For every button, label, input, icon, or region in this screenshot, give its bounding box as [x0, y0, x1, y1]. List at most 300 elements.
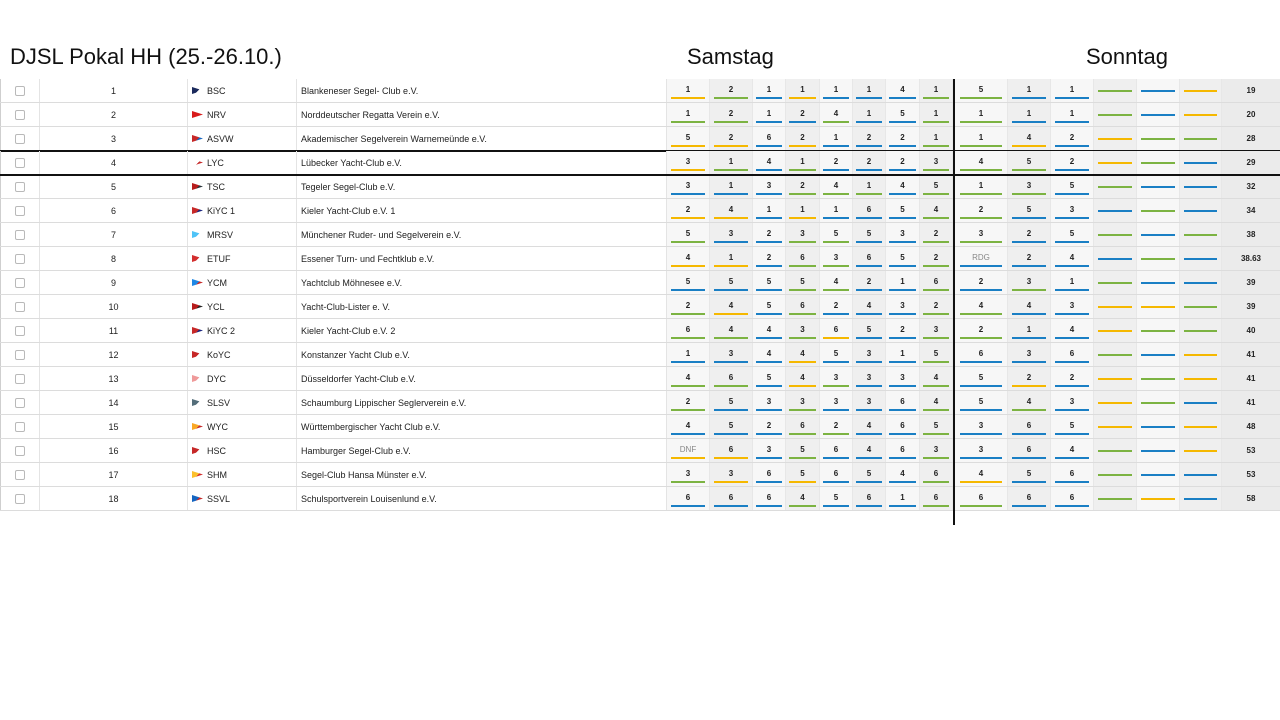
flight-color-bar	[789, 457, 816, 459]
race-result-cell	[710, 271, 753, 294]
race-result-cell	[1051, 367, 1094, 390]
total-points-cell: 32	[1222, 175, 1280, 198]
race-position: 1	[978, 181, 984, 190]
race-result-cell	[786, 487, 820, 510]
race-result-cell	[786, 271, 820, 294]
race-result-cell	[1008, 199, 1051, 222]
row-checkbox-cell	[0, 319, 40, 342]
club-flag-icon	[192, 471, 203, 478]
race-position: RDG	[972, 253, 990, 262]
row-checkbox[interactable]	[15, 398, 25, 408]
flight-color-bar	[1184, 306, 1218, 308]
race-result-cell	[1137, 415, 1180, 438]
flight-color-bar	[856, 313, 882, 315]
race-result-cell	[1008, 343, 1051, 366]
race-position: 6	[728, 493, 734, 502]
row-checkbox-cell	[0, 271, 40, 294]
flight-color-bar	[889, 385, 916, 387]
race-position: 3	[1026, 181, 1032, 190]
race-result-cell	[853, 103, 886, 126]
race-position: 5	[978, 85, 984, 94]
race-result-cell	[667, 439, 710, 462]
flight-color-bar	[1184, 138, 1218, 140]
race-result-cell	[786, 367, 820, 390]
race-result-cell	[1051, 223, 1094, 246]
race-position: 1	[866, 181, 872, 190]
row-checkbox[interactable]	[15, 182, 25, 192]
race-result-cell	[667, 127, 710, 150]
flight-color-bar	[923, 169, 949, 171]
flight-color-bar	[823, 241, 849, 243]
race-position: 2	[685, 397, 691, 406]
total-points-cell: 38	[1222, 223, 1280, 246]
flight-color-bar	[1012, 457, 1046, 459]
row-checkbox[interactable]	[15, 254, 25, 264]
race-result-cell	[1051, 199, 1094, 222]
race-result-cell	[955, 199, 1008, 222]
race-position: 5	[900, 205, 905, 214]
race-position: 3	[900, 373, 905, 382]
total-points-cell: 53	[1222, 439, 1280, 462]
race-position: 3	[866, 397, 872, 406]
flight-color-bar	[889, 97, 916, 99]
flight-color-bar	[960, 385, 1003, 387]
table-row	[0, 463, 1280, 487]
race-result-cell	[1180, 439, 1222, 462]
flight-color-bar	[789, 145, 816, 147]
race-result-cell	[1094, 367, 1137, 390]
club-abbreviation: SHM	[207, 469, 227, 480]
flight-color-bar	[1141, 114, 1175, 116]
race-result-cell	[753, 103, 786, 126]
table-row	[0, 271, 1280, 295]
flight-color-bar	[856, 145, 882, 147]
table-row	[0, 79, 1280, 103]
flight-color-bar	[756, 121, 782, 123]
club-flag-icon	[192, 447, 203, 454]
flight-color-bar	[1141, 234, 1175, 236]
race-result-cell	[753, 343, 786, 366]
club-name-cell: Blankeneser Segel- Club e.V.	[297, 79, 667, 102]
flight-color-bar	[789, 241, 816, 243]
flight-color-bar	[1141, 258, 1175, 260]
table-row	[0, 439, 1280, 463]
flight-color-bar	[960, 313, 1003, 315]
club-flag-icon	[192, 327, 203, 334]
race-result-cell	[955, 151, 1008, 174]
race-position: 3	[800, 325, 805, 334]
race-position: 4	[833, 109, 839, 118]
race-position: 2	[1069, 157, 1075, 166]
race-result-cell	[1051, 439, 1094, 462]
race-position: 6	[1026, 493, 1032, 502]
flight-color-bar	[1055, 265, 1089, 267]
race-result-cell	[886, 415, 920, 438]
row-checkbox[interactable]	[15, 446, 25, 456]
race-position: 6	[933, 469, 939, 478]
race-position: 4	[866, 301, 872, 310]
race-result-cell	[786, 103, 820, 126]
race-result-cell	[820, 103, 853, 126]
flight-color-bar	[671, 505, 705, 507]
race-result-cell	[1180, 175, 1222, 198]
row-checkbox[interactable]	[15, 206, 25, 216]
race-position: 3	[978, 229, 984, 238]
race-result-cell	[667, 103, 710, 126]
race-position: 4	[728, 205, 734, 214]
race-result-cell	[667, 367, 710, 390]
race-position: 6	[866, 493, 872, 502]
flight-color-bar	[1098, 378, 1132, 380]
race-result-cell	[667, 343, 710, 366]
row-checkbox[interactable]	[15, 302, 25, 312]
row-checkbox-cell	[0, 223, 40, 246]
flight-color-bar	[889, 193, 916, 195]
race-position: 5	[833, 229, 839, 238]
row-checkbox-cell	[0, 127, 40, 150]
flight-color-bar	[923, 385, 949, 387]
race-position: 2	[866, 277, 872, 286]
race-result-cell	[786, 319, 820, 342]
race-result-cell	[1137, 439, 1180, 462]
flight-color-bar	[823, 385, 849, 387]
race-result-cell	[786, 463, 820, 486]
race-result-cell	[886, 223, 920, 246]
club-flag-icon	[192, 399, 203, 406]
race-result-cell	[710, 175, 753, 198]
race-position: 2	[1069, 133, 1075, 142]
race-position: 1	[978, 133, 984, 142]
total-points-cell: 19	[1222, 79, 1280, 102]
race-result-cell	[853, 463, 886, 486]
race-result-cell	[920, 463, 953, 486]
race-position: 6	[800, 253, 805, 262]
table-row	[0, 199, 1280, 223]
flight-color-bar	[671, 409, 705, 411]
club-name-cell: Lübecker Yacht-Club e.V.	[297, 151, 667, 174]
club-name-cell: Schaumburg Lippischer Seglerverein e.V.	[297, 391, 667, 414]
race-result-cell	[853, 127, 886, 150]
flight-color-bar	[856, 217, 882, 219]
race-position: 4	[1069, 445, 1075, 454]
race-result-cell	[710, 247, 753, 270]
race-position: 4	[833, 277, 839, 286]
flight-color-bar	[823, 169, 849, 171]
race-position: 4	[685, 421, 691, 430]
row-checkbox[interactable]	[15, 86, 25, 96]
flight-color-bar	[960, 265, 1003, 267]
flight-color-bar	[756, 433, 782, 435]
race-result-cell	[920, 79, 953, 102]
flight-color-bar	[756, 385, 782, 387]
row-checkbox-cell	[0, 247, 40, 270]
club-name-cell: Münchener Ruder- und Segelverein e.V.	[297, 223, 667, 246]
race-result-cell	[1008, 463, 1051, 486]
flight-color-bar	[1098, 90, 1132, 92]
flight-color-bar	[1098, 258, 1132, 260]
race-position: 2	[833, 157, 839, 166]
race-result-cell	[820, 223, 853, 246]
flight-color-bar	[823, 121, 849, 123]
row-checkbox[interactable]	[15, 374, 25, 384]
flight-color-bar	[1184, 330, 1218, 332]
row-checkbox[interactable]	[15, 278, 25, 288]
race-position: 4	[1069, 325, 1075, 334]
club-cell	[188, 199, 297, 222]
table-row	[0, 343, 1280, 367]
race-result-cell	[1008, 319, 1051, 342]
club-flag-icon	[192, 303, 203, 310]
total-points-cell: 29	[1222, 151, 1280, 174]
sunday-label: Sonntag	[1086, 44, 1168, 69]
race-result-cell	[786, 127, 820, 150]
flight-color-bar	[889, 121, 916, 123]
flight-color-bar	[960, 217, 1003, 219]
race-position: 4	[1026, 133, 1032, 142]
race-position: 3	[833, 397, 839, 406]
race-result-cell	[955, 415, 1008, 438]
race-position: 3	[728, 229, 734, 238]
row-checkbox[interactable]	[15, 134, 25, 144]
race-result-cell	[955, 295, 1008, 318]
flight-color-bar	[1055, 433, 1089, 435]
race-position: 5	[900, 109, 905, 118]
flight-color-bar	[960, 337, 1003, 339]
race-result-cell	[955, 487, 1008, 510]
club-flag-icon	[192, 255, 203, 262]
race-position: 3	[685, 157, 691, 166]
race-result-cell	[1008, 247, 1051, 270]
race-position: 6	[1069, 349, 1075, 358]
race-result-cell	[1094, 295, 1137, 318]
race-result-cell	[753, 199, 786, 222]
race-position: 5	[866, 325, 872, 334]
flight-color-bar	[889, 265, 916, 267]
flight-color-bar	[889, 145, 916, 147]
row-checkbox[interactable]	[15, 110, 25, 120]
race-result-cell	[753, 127, 786, 150]
race-position: 6	[1069, 493, 1075, 502]
results-table	[0, 79, 1280, 511]
race-result-cell	[886, 439, 920, 462]
race-result-cell	[1051, 127, 1094, 150]
race-position: 2	[766, 421, 772, 430]
club-flag-icon	[192, 159, 203, 166]
club-abbreviation: HSC	[207, 445, 227, 456]
flight-color-bar	[789, 193, 816, 195]
race-position: 5	[933, 421, 939, 430]
race-result-cell	[667, 79, 710, 102]
race-result-cell	[1008, 175, 1051, 198]
race-result-cell	[820, 439, 853, 462]
race-position: 5	[766, 301, 772, 310]
rank-cell: 5	[40, 175, 188, 198]
race-position: 6	[766, 469, 772, 478]
row-checkbox[interactable]	[15, 350, 25, 360]
table-row	[0, 295, 1280, 319]
race-result-cell	[1180, 271, 1222, 294]
race-result-cell	[1137, 247, 1180, 270]
race-position: 5	[728, 397, 734, 406]
race-result-cell	[886, 175, 920, 198]
club-abbreviation: WYC	[207, 421, 228, 432]
race-position: 1	[800, 157, 805, 166]
row-checkbox[interactable]	[15, 158, 25, 168]
race-position: 1	[833, 85, 839, 94]
race-result-cell	[753, 271, 786, 294]
flight-color-bar	[789, 265, 816, 267]
race-position: 1	[866, 109, 872, 118]
race-position: 1	[900, 277, 905, 286]
flight-color-bar	[714, 385, 748, 387]
race-result-cell	[1008, 487, 1051, 510]
flight-color-bar	[823, 505, 849, 507]
row-checkbox-cell	[0, 295, 40, 318]
flight-color-bar	[789, 289, 816, 291]
race-result-cell	[1051, 343, 1094, 366]
race-result-cell	[955, 175, 1008, 198]
race-result-cell	[920, 391, 953, 414]
flight-color-bar	[671, 265, 705, 267]
flight-color-bar	[1184, 354, 1218, 356]
race-position: 5	[866, 469, 872, 478]
race-result-cell	[1008, 103, 1051, 126]
flight-color-bar	[856, 481, 882, 483]
club-abbreviation: MRSV	[207, 229, 234, 240]
flight-color-bar	[960, 481, 1003, 483]
race-position: 5	[833, 349, 839, 358]
race-result-cell	[753, 223, 786, 246]
race-result-cell	[786, 415, 820, 438]
club-flag-icon	[192, 111, 203, 118]
race-result-cell	[786, 199, 820, 222]
flight-color-bar	[856, 361, 882, 363]
flight-color-bar	[1184, 402, 1218, 404]
race-position: 4	[766, 157, 772, 166]
flight-color-bar	[1184, 234, 1218, 236]
row-checkbox[interactable]	[15, 422, 25, 432]
race-result-cell	[920, 247, 953, 270]
flight-color-bar	[1012, 241, 1046, 243]
flight-color-bar	[823, 193, 849, 195]
flight-color-bar	[671, 433, 705, 435]
race-result-cell	[955, 247, 1008, 270]
flight-color-bar	[1055, 169, 1089, 171]
race-result-cell	[886, 247, 920, 270]
race-position: 2	[978, 325, 984, 334]
rank-cell: 3	[40, 127, 188, 150]
race-result-cell	[667, 175, 710, 198]
flight-color-bar	[714, 313, 748, 315]
row-checkbox[interactable]	[15, 326, 25, 336]
flight-color-bar	[1055, 385, 1089, 387]
flight-color-bar	[756, 505, 782, 507]
race-result-cell	[1180, 367, 1222, 390]
race-position: 6	[978, 493, 984, 502]
race-result-cell	[886, 127, 920, 150]
race-position: 5	[728, 421, 734, 430]
race-position: 5	[685, 133, 691, 142]
race-result-cell	[667, 199, 710, 222]
flight-color-bar	[1098, 306, 1132, 308]
flight-color-bar	[1184, 474, 1218, 476]
race-result-cell	[820, 151, 853, 174]
row-checkbox-cell	[0, 391, 40, 414]
race-result-cell	[1180, 151, 1222, 174]
flight-color-bar	[889, 169, 916, 171]
race-position: 1	[933, 85, 939, 94]
table-row	[0, 175, 1280, 199]
race-result-cell	[1094, 343, 1137, 366]
flight-color-bar	[671, 337, 705, 339]
flight-color-bar	[923, 505, 949, 507]
row-checkbox[interactable]	[15, 230, 25, 240]
race-position: 3	[728, 349, 734, 358]
club-abbreviation: NRV	[207, 109, 226, 120]
total-points-cell: 48	[1222, 415, 1280, 438]
race-position: 5	[800, 469, 805, 478]
race-result-cell	[753, 415, 786, 438]
race-position: 1	[728, 157, 734, 166]
table-row	[0, 391, 1280, 415]
race-result-cell	[1008, 367, 1051, 390]
flight-color-bar	[1098, 186, 1132, 188]
race-position: 4	[800, 493, 805, 502]
race-result-cell	[753, 391, 786, 414]
race-result-cell	[853, 367, 886, 390]
club-cell	[188, 415, 297, 438]
row-checkbox[interactable]	[15, 494, 25, 504]
race-result-cell	[886, 487, 920, 510]
flight-color-bar	[1141, 138, 1175, 140]
flight-color-bar	[889, 313, 916, 315]
race-result-cell	[1008, 151, 1051, 174]
flight-color-bar	[889, 337, 916, 339]
race-result-cell	[820, 463, 853, 486]
race-result-cell	[1137, 79, 1180, 102]
race-result-cell	[920, 439, 953, 462]
race-result-cell	[753, 439, 786, 462]
flight-color-bar	[671, 481, 705, 483]
rank-cell: 9	[40, 271, 188, 294]
race-result-cell	[955, 127, 1008, 150]
race-position: 5	[1026, 205, 1032, 214]
race-result-cell	[920, 175, 953, 198]
row-checkbox-cell	[0, 343, 40, 366]
race-result-cell	[710, 295, 753, 318]
flight-color-bar	[1141, 306, 1175, 308]
flight-color-bar	[1184, 450, 1218, 452]
club-flag-icon	[192, 207, 203, 214]
race-result-cell	[955, 463, 1008, 486]
race-result-cell	[667, 295, 710, 318]
row-checkbox[interactable]	[15, 470, 25, 480]
flight-color-bar	[923, 145, 949, 147]
flight-color-bar	[1141, 354, 1175, 356]
race-position: 1	[900, 349, 905, 358]
flight-color-bar	[1012, 313, 1046, 315]
race-result-cell	[1094, 415, 1137, 438]
race-position: 6	[728, 445, 734, 454]
race-position: 6	[685, 493, 691, 502]
race-result-cell	[1008, 439, 1051, 462]
rank-cell: 11	[40, 319, 188, 342]
race-result-cell	[1008, 223, 1051, 246]
race-result-cell	[853, 343, 886, 366]
race-result-cell	[853, 415, 886, 438]
race-position: 2	[1026, 253, 1032, 262]
race-result-cell	[853, 247, 886, 270]
